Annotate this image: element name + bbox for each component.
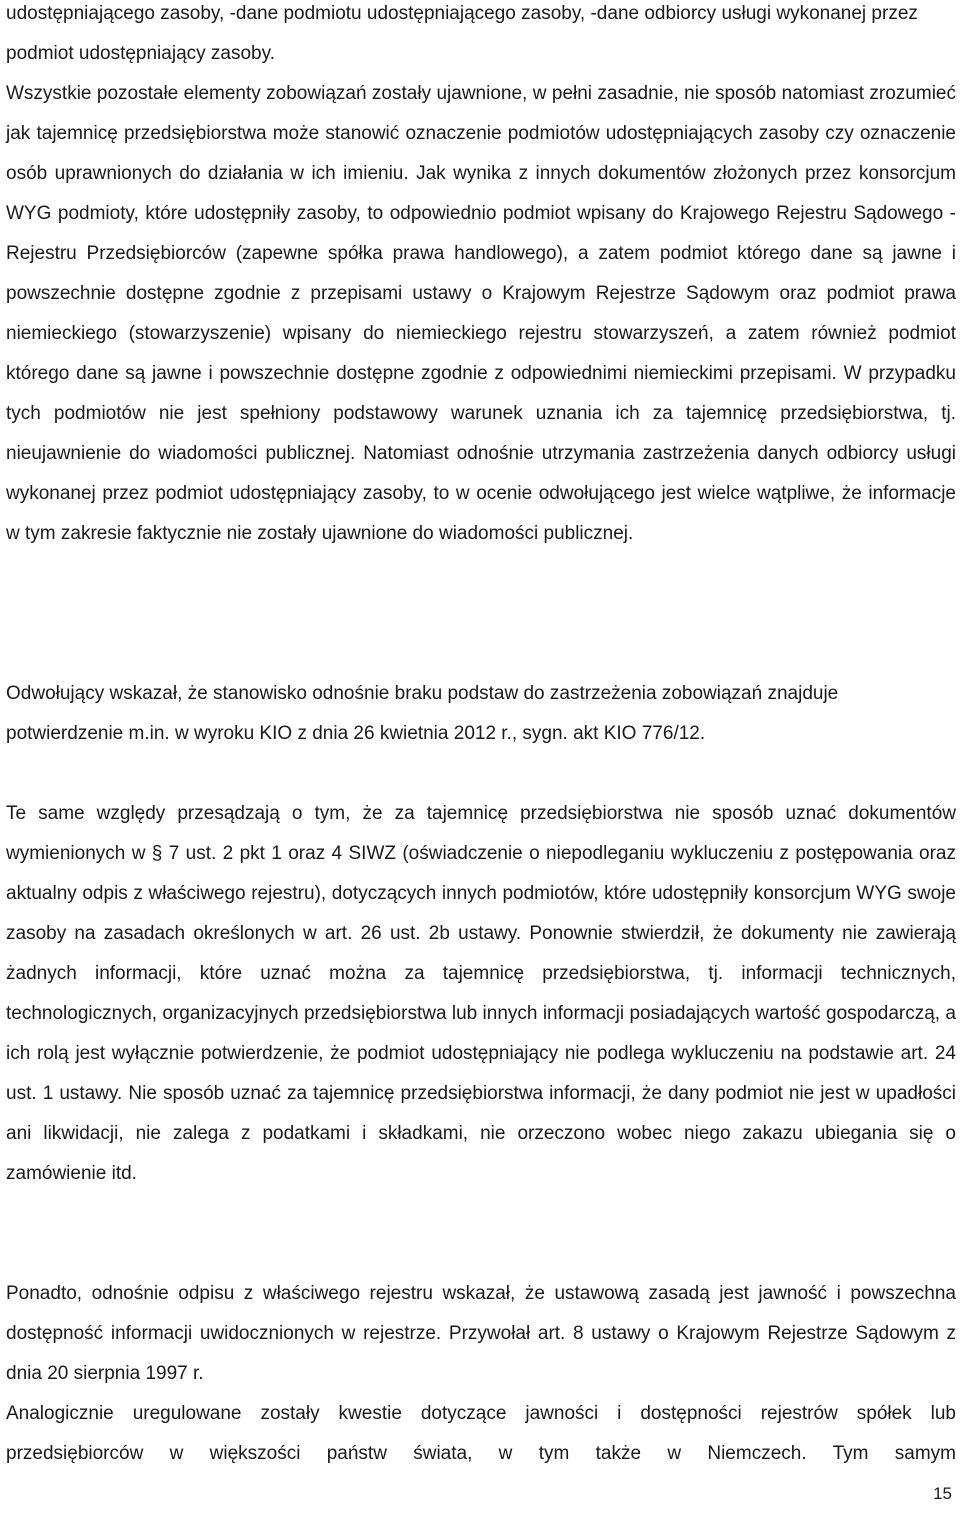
paragraph-register-openness: Ponadto, odnośnie odpisu z właściwego rejestru wskazał, że ustawową zasadą jest jawność i powszechna dostępność informacji uwidocznionych w rejestrze. Przywołał art. 8 ustawy o Krajowym Rejestrze Sądowym z dnia 20 sierpnia 1997 r.	[6, 1283, 956, 1384]
paragraph-disclosure-argument: Wszystkie pozostałe elementy zobowiązań zostały ujawnione, w pełni zasadnie, nie sposób natomiast zrozumieć jak tajemnicę przedsiębiorstwa może stanowić oznaczenie podmiotów udostępniających zasoby czy oznaczenie osób uprawnionych do działania w ich imieniu. Jak wynika z innych dokumentów złożonych przez konsorcjum WYG podmioty, które udostępniły zasoby, to odpowiednio podmiot wpisany do Krajowego Rejestru Sądowego - Rejestru Przedsiębiorców (zapewne spółka prawa handlowego), a zatem podmiot którego dane są jawne i powszechnie dostępne zgodnie z przepisami ustawy o Krajowym Rejestrze Sądowym oraz podmiot prawa niemieckiego (stowarzyszenie) wpisany do niemieckiego rejestru stowarzyszeń, a zatem również podmiot którego dane są jawne i powszechnie dostępne zgodnie z odpowiednimi niemieckimi przepisami. W przypadku tych podmiotów nie jest spełniony podstawowy warunek uznania ich za tajemnicę przedsiębiorstwa, tj. nieujawnienie do wiadomości publicznej. Natomiast odnośnie utrzymania zastrzeżenia danych odbiorcy usługi wykonanej przez podmiot udostępniający zasoby, to w ocenie odwołującego jest wielce wątpliwe, że informacje w tym zakresie faktycznie nie zostały ujawnione do wiadomości publicznej.	[6, 83, 956, 544]
page-number: 15	[933, 1484, 952, 1503]
paragraph-foreign-registers: Analogicznie uregulowane zostały kwestie dotyczące jawności i dostępności rejestrów spółek lub przedsiębiorców w większości państw świata, w tym także w Niemczech. Tym samym	[6, 1403, 956, 1464]
paragraph-kio-judgment: Odwołujący wskazał, że stanowisko odnośnie braku podstaw do zastrzeżenia zobowiązań znajduje potwierdzenie m.in. w wyroku KIO z dnia 26 kwietnia 2012 r., sygn. akt KIO 776/12.	[6, 683, 839, 744]
paragraph-siwz-documents: Te same względy przesądzają o tym, że za tajemnicę przedsiębiorstwa nie sposób uznać dokumentów wymienionych w § 7 ust. 2 pkt 1 oraz 4 SIWZ (oświadczenie o niepodleganiu wykluczeniu z postępowania oraz aktualny odpis z właściwego rejestru), dotyczących innych podmiotów, które udostępniły konsorcjum WYG swoje zasoby na zasadach określonych w art. 26 ust. 2b ustawy. Ponownie stwierdził, że dokumenty nie zawierają żadnych informacji, które uznać można za tajemnicę przedsiębiorstwa, tj. informacji technicznych, technologicznych, organizacyjnych przedsiębiorstwa lub innych informacji posiadających wartość gospodarczą, a ich rolą jest wyłącznie potwierdzenie, że podmiot udostępniający nie podlega wykluczeniu na podstawie art. 24 ust. 1 ustawy. Nie sposób uznać za tajemnicę przedsiębiorstwa informacji, że dany podmiot nie jest w upadłości ani likwidacji, nie zalega z podatkami i składkami, nie orzeczono wobec niego zakazu ubiegania się o zamówienie itd.	[6, 803, 956, 1184]
paragraph-continuation: udostępniającego zasoby, -dane podmiotu udostępniającego zasoby, -dane odbiorcy usługi wykonanej przez podmiot udostępniający zasoby.	[6, 3, 918, 64]
